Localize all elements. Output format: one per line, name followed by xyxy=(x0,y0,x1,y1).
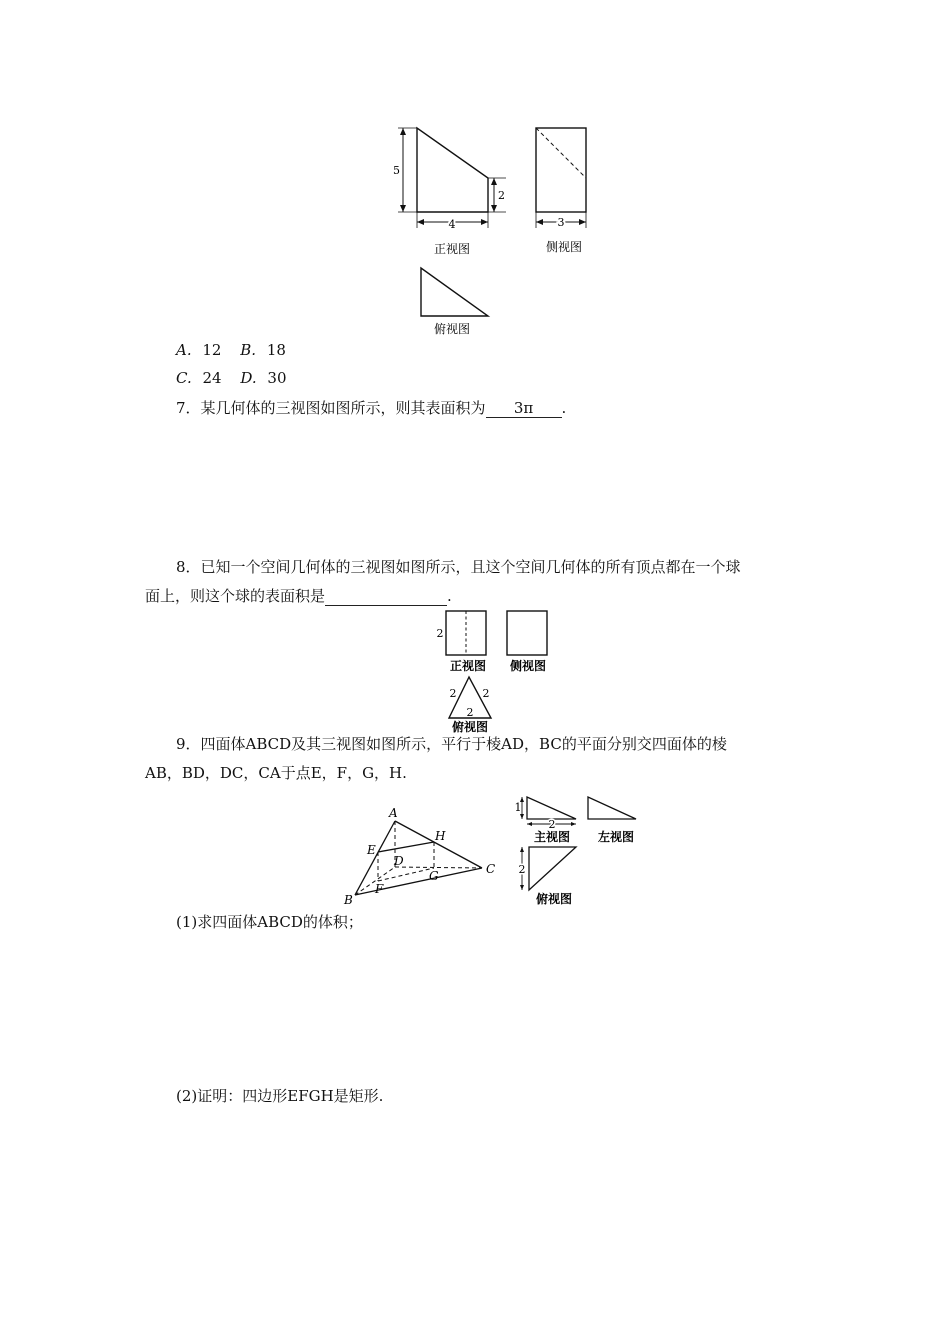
q8-dim-bottom: 2 xyxy=(466,706,474,719)
q6-dim-height: 5 xyxy=(393,164,400,177)
q9-dim-main-w: 2 xyxy=(548,818,556,831)
q8-top-label: 俯视图 xyxy=(451,720,489,734)
q9-left-label: 左视图 xyxy=(597,830,635,844)
q9-point-e: E xyxy=(367,843,376,857)
q9-dim-top: 2 xyxy=(518,863,526,876)
q6-option-d-value: 30 xyxy=(267,369,287,387)
q7-answer-blank xyxy=(486,399,562,418)
q8-side-view-shape xyxy=(507,611,547,655)
q8-dim-left: 2 xyxy=(449,687,457,700)
q6-option-a-value: 12 xyxy=(202,341,222,359)
q9-tetrahedron-figure xyxy=(338,803,508,908)
q6-options-row-1 xyxy=(176,341,286,359)
q7-question xyxy=(176,397,566,418)
q9-part-2-text: (2)证明：四边形EFGH是矩形. xyxy=(176,1087,384,1105)
q7-answer: 3π xyxy=(513,399,534,417)
q8-three-view-figure xyxy=(428,606,558,736)
q9-point-f: F xyxy=(375,882,384,896)
q8-dim-right: 2 xyxy=(482,687,490,700)
q9-point-h: H xyxy=(435,829,446,843)
q6-side-label: 侧视图 xyxy=(545,240,583,254)
q6-three-view-figure xyxy=(388,118,598,340)
q6-option-b-letter: B. xyxy=(240,341,257,359)
q7-end: . xyxy=(561,399,567,417)
q9-point-d: D xyxy=(394,854,404,868)
q6-front-label: 正视图 xyxy=(433,242,471,256)
q6-dim-width: 4 xyxy=(448,218,456,231)
q9-dim-main-h: 1 xyxy=(514,801,522,814)
q9-part-1 xyxy=(176,911,363,932)
q6-option-c-letter: C. xyxy=(176,369,192,387)
q9-top-label: 俯视图 xyxy=(535,892,573,906)
q9-top-view-shape xyxy=(529,847,576,890)
q9-text-line-2: AB，BD，DC，CA于点E，F，G，H. xyxy=(145,764,407,782)
q8-question-line-1 xyxy=(176,556,741,577)
q8-text-line-1: 8．已知一个空间几何体的三视图如图所示，且这个空间几何体的所有顶点都在一个球 xyxy=(176,558,741,576)
q8-front-label: 正视图 xyxy=(449,659,487,673)
q7-text: 7．某几何体的三视图如图所示，则其表面积为 xyxy=(176,399,486,417)
q9-point-c: C xyxy=(486,862,496,876)
q8-question-line-2 xyxy=(145,585,452,606)
q9-point-b: B xyxy=(344,893,353,907)
q9-question-line-1 xyxy=(176,733,727,754)
q6-options-row-2 xyxy=(176,369,287,387)
q9-left-view-shape xyxy=(588,797,636,819)
q9-point-a: A xyxy=(389,806,398,820)
q9-part-2 xyxy=(176,1085,383,1106)
q9-point-g: G xyxy=(429,869,439,883)
q6-option-c-value: 24 xyxy=(202,369,222,387)
q8-answer-blank xyxy=(325,587,447,606)
q9-question-line-2 xyxy=(145,762,407,783)
q8-side-label: 侧视图 xyxy=(509,659,547,673)
q9-three-view-figure xyxy=(510,790,645,910)
q9-main-view-shape xyxy=(527,797,576,819)
q9-part-1-text: (1)求四面体ABCD的体积； xyxy=(176,913,363,931)
q9-main-label: 主视图 xyxy=(533,830,571,844)
q9-text-line-1: 9．四面体ABCD及其三视图如图所示，平行于棱AD，BC的平面分别交四面体的棱 xyxy=(176,735,727,753)
q6-dim-step: 2 xyxy=(498,189,505,202)
q6-dim-side: 3 xyxy=(557,216,565,229)
q6-top-view-shape xyxy=(421,268,488,316)
q8-end: . xyxy=(447,587,452,605)
q6-option-a-letter: A. xyxy=(176,341,192,359)
q8-dim-front: 2 xyxy=(436,627,444,640)
q6-top-label: 俯视图 xyxy=(433,322,471,336)
q6-option-b-value: 18 xyxy=(266,341,286,359)
q6-option-d-letter: D. xyxy=(240,369,257,387)
q6-front-view-shape xyxy=(417,128,488,212)
q8-text-line-2: 面上，则这个球的表面积是 xyxy=(145,587,326,605)
